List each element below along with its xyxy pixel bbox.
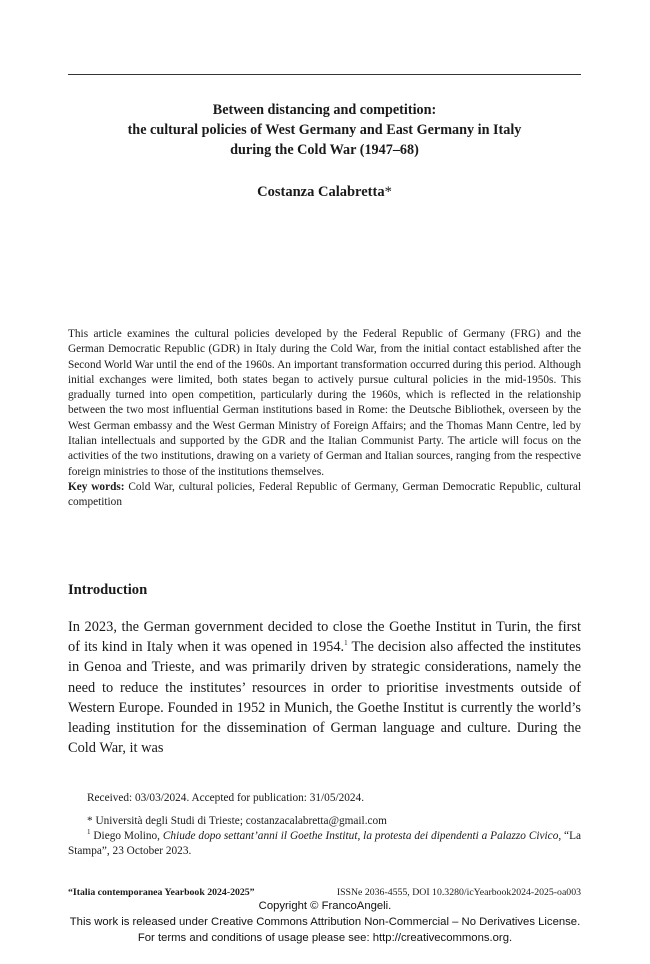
keywords-label: Key words: bbox=[68, 480, 125, 493]
license-notice bbox=[0, 898, 650, 946]
affiliation-note: * Università degli Studi di Trieste; costanzacalabretta@gmail.com bbox=[87, 815, 387, 827]
introduction-paragraph bbox=[68, 617, 581, 758]
paragraph-text-2: The decision also affected the institutes in Genoa and Trieste, and was primarily driven by strategic considerations, namely the need to reduce the institutes’ resources in order to prioritise investments outside of Western Europe. Founded in 1952 in Munich, the Goethe Institut is currently the world’s leading institution for the dissemination of German language and culture. During the Cold War, it was bbox=[68, 639, 581, 757]
keywords bbox=[68, 480, 581, 511]
title-line-3: during the Cold War (1947–68) bbox=[230, 142, 419, 158]
paragraph-text-1: In 2023, the German government decided to close the Goethe Institut in Turin, the first of its kind in Italy when it was opened in 1954. bbox=[68, 619, 581, 656]
title-line-2: the cultural policies of West Germany and East Germany in Italy bbox=[127, 122, 522, 138]
received-dates: Received: 03/03/2024. Accepted for publication: 31/05/2024. bbox=[87, 792, 365, 804]
abstract bbox=[68, 327, 581, 511]
issn-doi: ISSNe 2036-4555, DOI 10.3280/icYearbook2024-2025-oa003 bbox=[336, 887, 581, 898]
license-terms-line: For terms and conditions of usage please see: http://creativecommons.org. bbox=[137, 932, 513, 944]
footnote-1-title: Chiude dopo settant’anni il Goethe Institut, la protesta dei dipendenti a Palazzo Civico bbox=[162, 830, 559, 843]
footnote-1-author: Diego Molino, bbox=[90, 830, 163, 843]
introduction-body bbox=[68, 617, 581, 758]
license-line: This work is released under Creative Commons Attribution Non-Commercial – No Derivatives License. bbox=[69, 916, 581, 928]
footnote-1-mark: 1 bbox=[87, 828, 91, 837]
journal-name: “Italia contemporanea Yearbook 2024-2025” bbox=[68, 887, 255, 898]
footnote-1 bbox=[68, 829, 581, 859]
copyright-line: Copyright © FrancoAngeli. bbox=[258, 900, 392, 912]
keywords-list: Cold War, cultural policies, Federal Republic of Germany, German Democratic Republic, cultural competition bbox=[68, 480, 581, 509]
title-line-1: Between distancing and competition: bbox=[212, 102, 437, 118]
author-line bbox=[68, 182, 581, 202]
footnote-ref-1[interactable]: 1 bbox=[344, 639, 348, 648]
abstract-text: This article examines the cultural policies developed by the Federal Republic of Germany (FRG) and the German Democratic Republic (GDR) in Italy during the Cold War, from the initial contact established after the Second World War until the end of the 1960s. An important transformation occurred during this period. Although initial exchanges were limited, both states began to actively pursue cultural policies in the mid-1950s. This gradually turned into open competition, particularly during the 1960s, which is reflected in the relationship between the two most influential German institutions based in Rome: the Deutsche Bibliothek, overseen by the West German embassy and the West German Ministry of Foreign Affairs; and the Thomas Mann Centre, led by Italian intellectuals and supported by the GDR and the Italian Communist Party. The article will focus on the activities of the two institutions, drawing on a variety of German and Italian sources, ranging from the respective foreign ministries to those of the institutions themselves. bbox=[68, 328, 581, 478]
author-name: Costanza Calabretta bbox=[257, 184, 385, 200]
article-title bbox=[68, 100, 581, 160]
footnote-1-source: , “La Stampa”, 23 October 2023. bbox=[68, 830, 581, 858]
section-heading-introduction: Introduction bbox=[68, 582, 148, 598]
footnotes bbox=[68, 814, 581, 860]
author-footnote-mark: * bbox=[384, 184, 392, 200]
top-rule bbox=[68, 74, 581, 75]
